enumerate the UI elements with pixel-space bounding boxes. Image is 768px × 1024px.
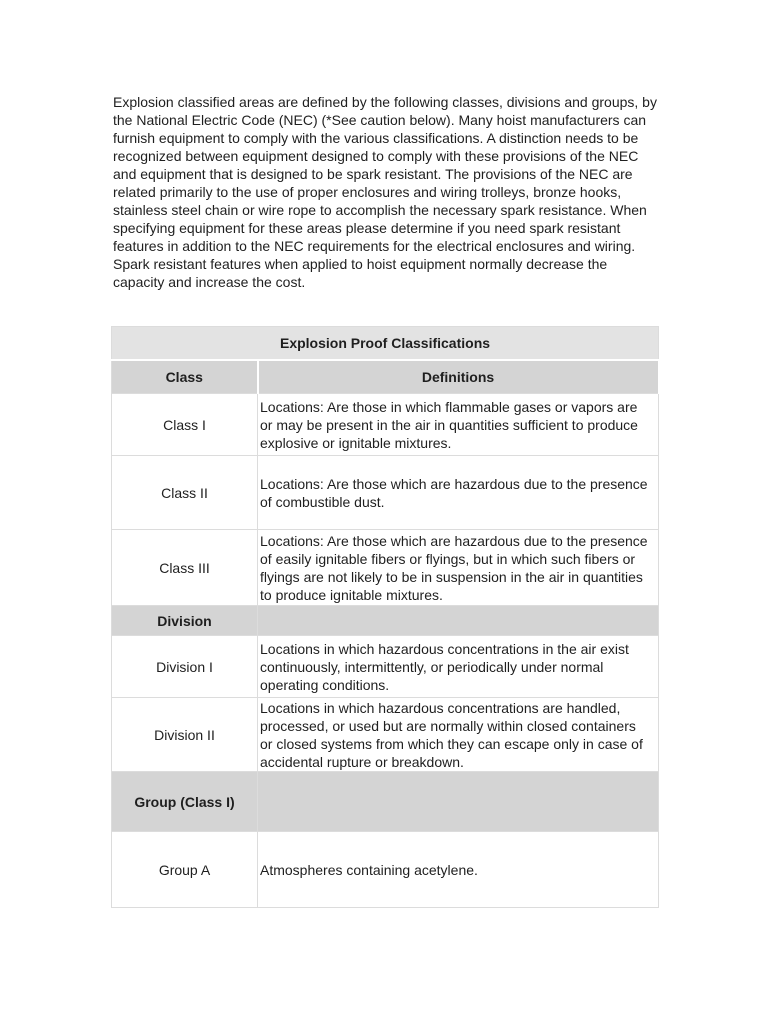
group-definition: Atmospheres containing acetylene.: [258, 832, 659, 908]
classification-table: [111, 326, 660, 908]
class-term: Class I: [112, 394, 258, 456]
table-row: [112, 636, 659, 698]
column-header-definitions: Definitions: [258, 360, 659, 394]
group-heading: Group (Class I): [112, 772, 258, 832]
table-row: [112, 698, 659, 772]
division-term: Division I: [112, 636, 258, 698]
group-section-row: [112, 772, 659, 832]
division-definition: Locations in which hazardous concentrations in the air exist continuously, intermittently, or periodically under normal operating conditions.: [258, 636, 659, 698]
class-definition: Locations: Are those in which flammable gases or vapors are or may be present in the air in quantities sufficient to produce explosive or ignitable mixtures.: [258, 394, 659, 456]
intro-paragraph: Explosion classified areas are defined by the following classes, divisions and groups, by the National Electric Code (NEC) (*See caution below). Many hoist manufacturers can furnish equipment to comply with the various classifications. A distinction needs to be recognized between equipment designed to comply with these provisions of the NEC and equipment that is designed to be spark resistant. The provisions of the NEC are related primarily to the use of proper enclosures and wiring trolleys, bronze hooks, stainless steel chain or wire rope to accomplish the necessary spark resistance. When specifying equipment for these areas please determine if you need spark resistant features in addition to the NEC requirements for the electrical enclosures and wiring. Spark resistant features when applied to hoist equipment normally decrease the capacity and increase the cost.: [113, 94, 657, 290]
group-heading-empty: [258, 772, 659, 832]
table-row: [112, 530, 659, 606]
division-definition: Locations in which hazardous concentrations are handled, processed, or used but are normally within closed containers or closed systems from which they can escape only in case of accidental rupture or breakdown.: [258, 698, 659, 772]
table-row: [112, 394, 659, 456]
division-heading-empty: [258, 606, 659, 636]
table-row: [112, 832, 659, 908]
table-title: Explosion Proof Classifications: [112, 327, 659, 361]
class-definition: Locations: Are those which are hazardous due to the presence of combustible dust.: [258, 456, 659, 530]
table-row: [112, 456, 659, 530]
table-header-row: [112, 360, 659, 394]
class-definition: Locations: Are those which are hazardous due to the presence of easily ignitable fibers or flyings, but in which such fibers or flyings are not likely to be in suspension in the air in quantities to produce ignitable mixtures.: [258, 530, 659, 606]
column-header-class: Class: [112, 360, 258, 394]
class-term: Class II: [112, 456, 258, 530]
table-title-row: [112, 327, 659, 361]
division-section-row: [112, 606, 659, 636]
classification-table-wrapper: [111, 326, 658, 908]
division-heading: Division: [112, 606, 258, 636]
group-term: Group A: [112, 832, 258, 908]
class-term: Class III: [112, 530, 258, 606]
division-term: Division II: [112, 698, 258, 772]
